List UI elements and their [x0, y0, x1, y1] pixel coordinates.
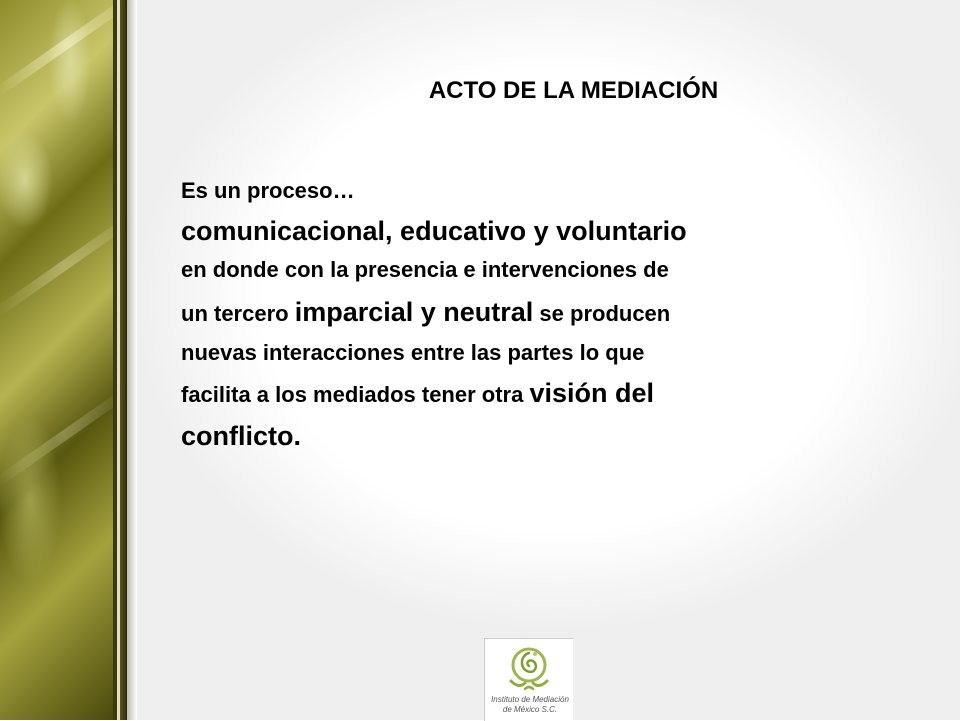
- slide-body: [181, 178, 901, 452]
- sidebar-border: [120, 0, 127, 720]
- body-line: [181, 297, 901, 328]
- body-text: facilita a los mediados tener otra: [181, 382, 530, 407]
- logo-text-line: de México S.C.: [502, 705, 558, 714]
- intro-text: Es un proceso…: [181, 178, 355, 203]
- body-text: se producen: [533, 301, 671, 326]
- body-line: conflicto.: [181, 421, 301, 451]
- logo-emblem-icon: [485, 639, 573, 699]
- emphasis-text: visión del: [529, 378, 654, 408]
- body-line: comunicacional, educativo y voluntario: [181, 216, 687, 246]
- body-line: nuevas interacciones entre las partes lo que: [181, 340, 645, 365]
- logo-text-line: Instituto de Mediación: [491, 695, 569, 704]
- body-text: un tercero: [181, 301, 295, 326]
- institute-logo: [484, 638, 573, 721]
- decorative-sidebar: [0, 0, 113, 720]
- body-line: en donde con la presencia e intervenciones de: [181, 257, 669, 282]
- body-line: [181, 378, 901, 409]
- emphasis-text: imparcial y neutral: [294, 297, 534, 327]
- logo-text: [489, 695, 571, 715]
- slide-title: ACTO DE LA MEDIACIÓN: [428, 77, 719, 104]
- sidebar-shadow: [127, 0, 137, 720]
